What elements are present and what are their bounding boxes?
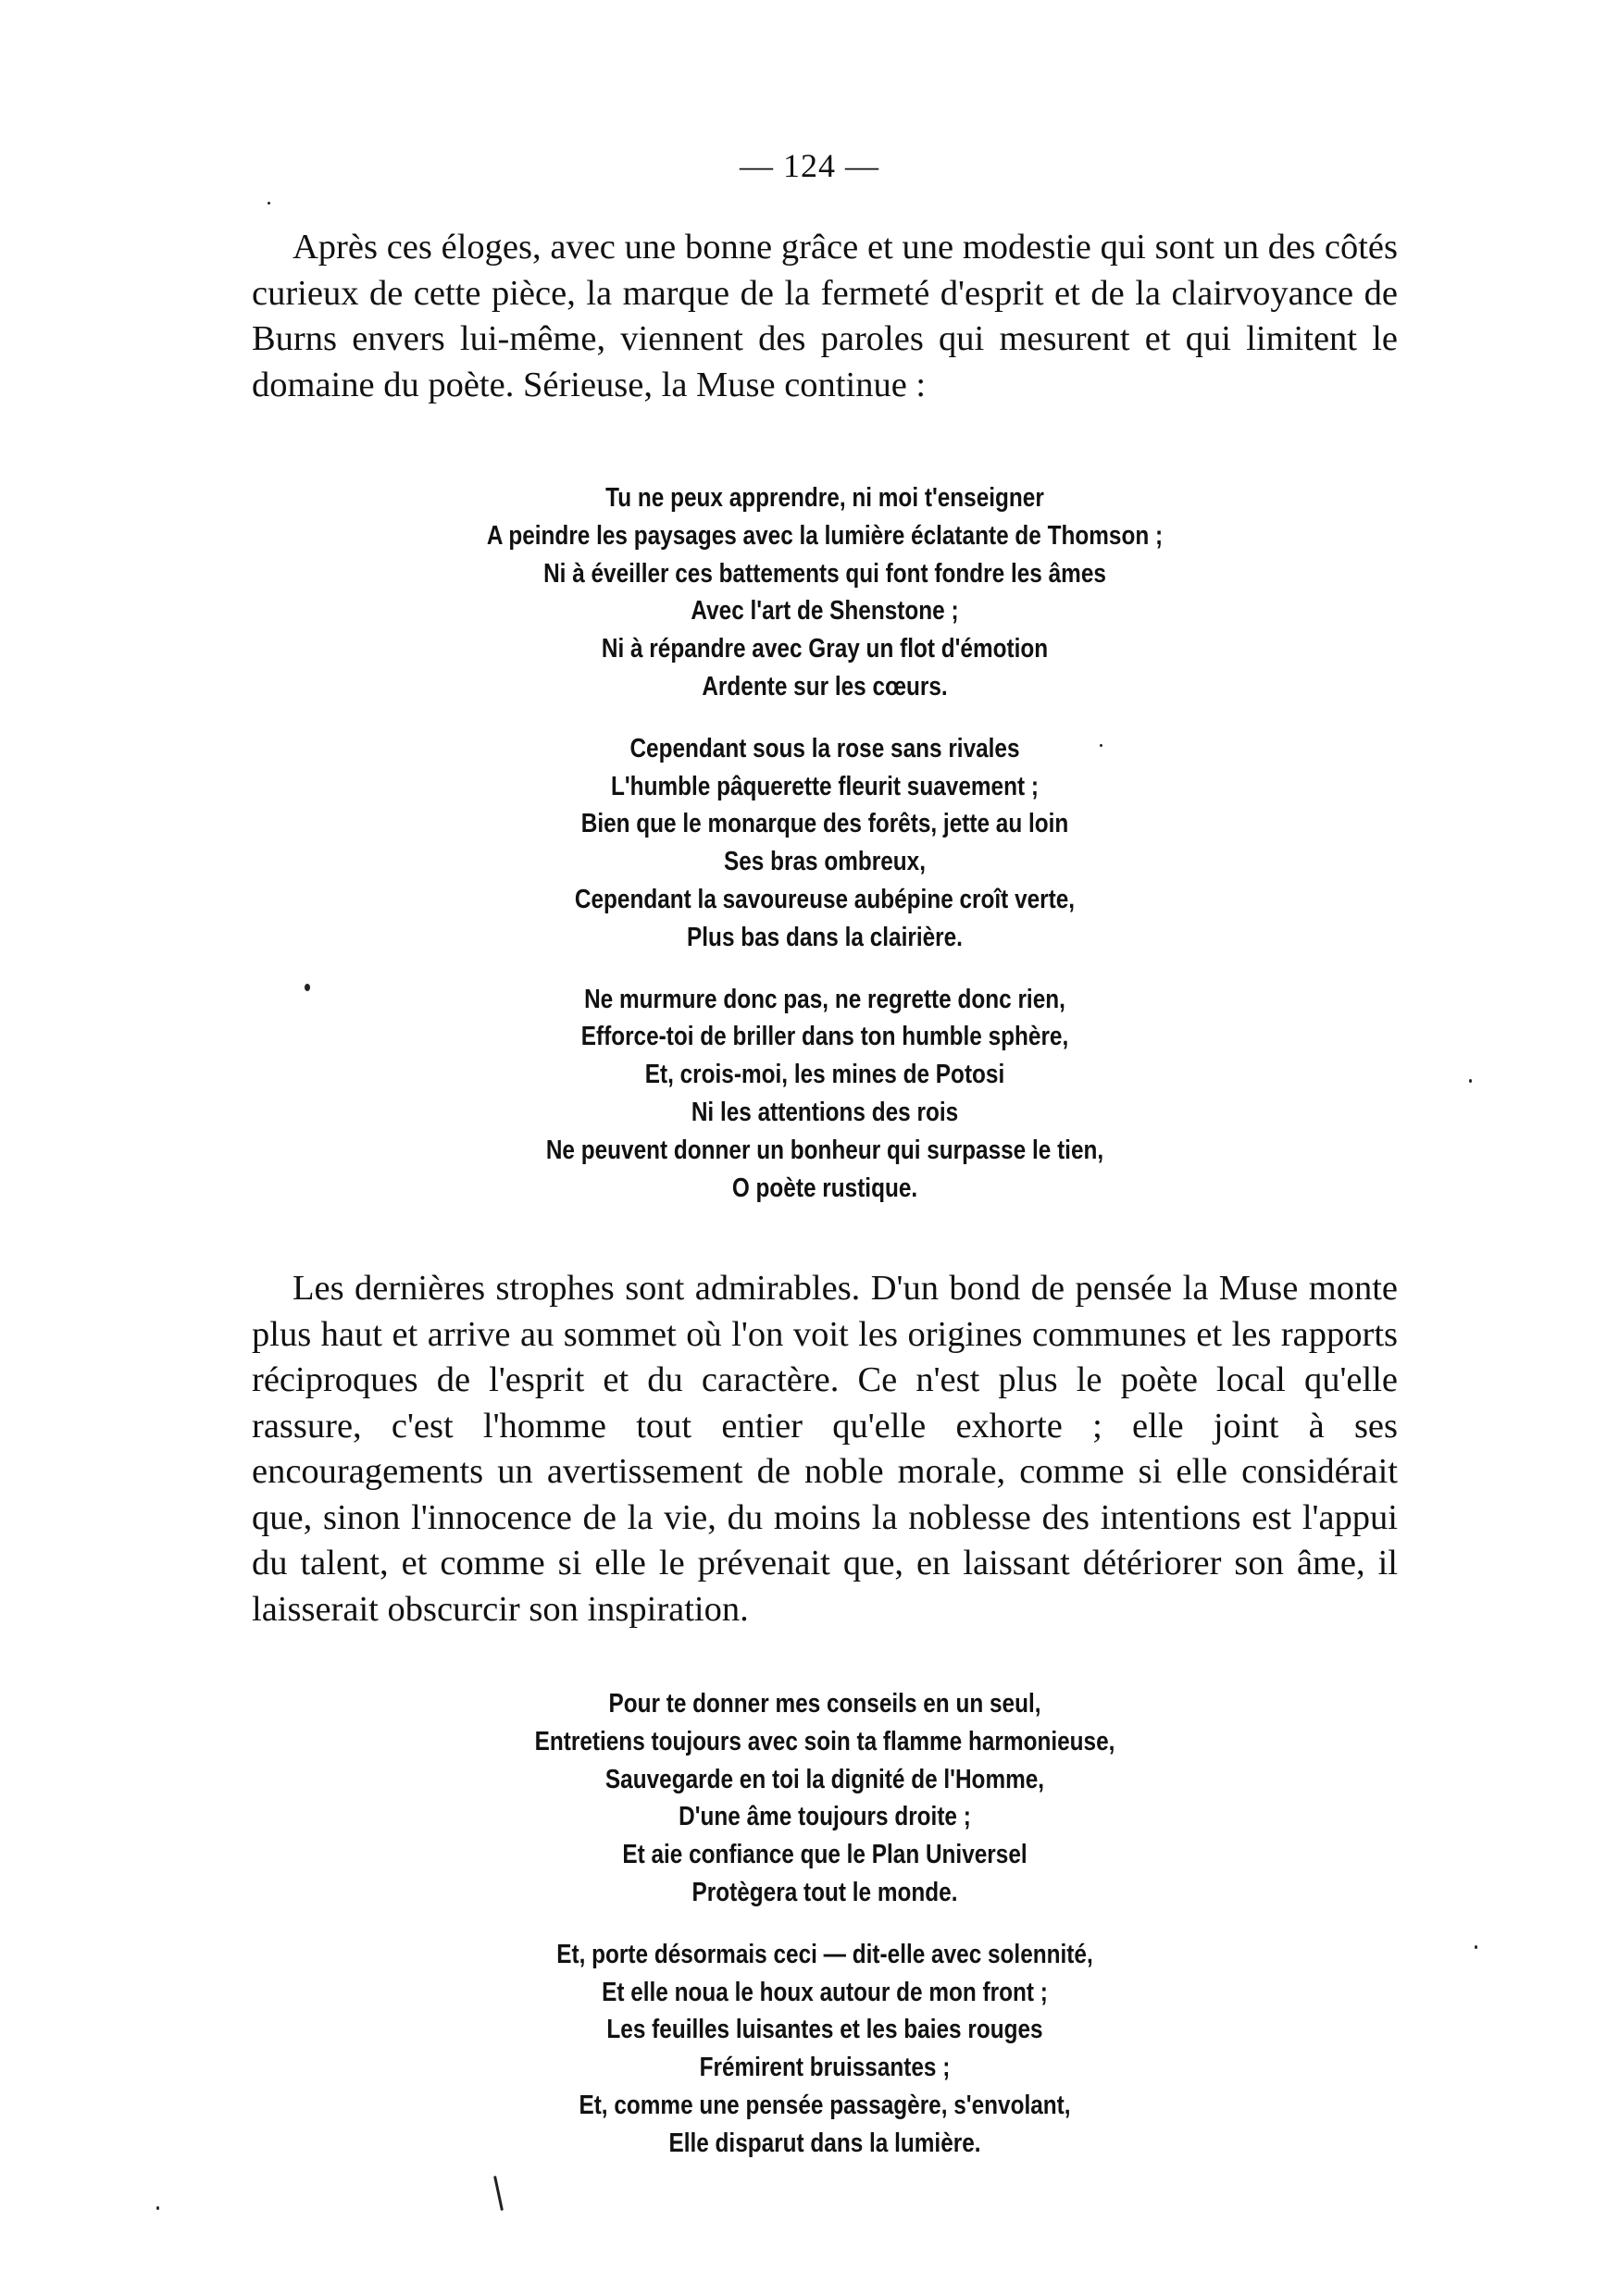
verse-line: Et, porte désormais ceci — dit-elle avec solennité, [556,1939,1093,1969]
verse-line: Ni à éveiller ces battements qui font fondre les âmes [543,558,1106,589]
scan-speck [1475,1945,1477,1949]
verse-line: Sauvegarde en toi la dignité de l'Homme, [604,1764,1045,1794]
stanza [343,1685,1306,1912]
verse-line: Ni les attentions des rois [691,1097,959,1127]
stanza [343,981,1306,1208]
prose-block-2 [252,1266,1398,1632]
verse-line: Et aie confiance que le Plan Universel [622,1840,1027,1870]
verse-line: Pour te donner mes conseils en un seul, [608,1689,1041,1719]
verse-line: Ardente sur les cœurs. [702,671,948,701]
verse-line: O poète rustique. [731,1173,918,1203]
verse-line: Elle disparut dans la lumière. [668,2128,981,2158]
verse-block-1 [343,479,1306,1231]
verse-line: Ses bras ombreux, [724,847,926,877]
verse-line: Et, comme une pensée passagère, s'envolant, [579,2090,1071,2120]
scan-speck [305,984,310,991]
verse-line: Ne peuvent donner un bonheur qui surpasse le tien, [545,1135,1104,1165]
verse-line: D'une âme toujours droite ; [679,1802,971,1832]
verse-line: L'humble pâquerette fleurit suavement ; [611,771,1039,801]
verse-line: Et elle noua le houx autour de mon front ; [602,1977,1048,2007]
verse-block-2 [343,1685,1306,2187]
verse-line: Et, crois-moi, les mines de Potosi [644,1060,1005,1090]
verse-line: Cependant la savoureuse aubépine croît verte, [574,884,1076,914]
scan-speck [1100,744,1102,747]
verse-line: Cependant sous la rose sans rivales [629,733,1020,763]
verse-line: Frémirent bruissantes ; [699,2053,951,2083]
stanza [343,479,1306,706]
verse-line: Les feuilles luisantes et les baies rouges [606,2015,1043,2045]
stanza [343,730,1306,957]
verse-line: Efforce-toi de briller dans ton humble sphère, [580,1022,1069,1052]
verse-line: Entretiens toujours avec soin ta flamme harmonieuse, [534,1726,1115,1756]
verse-line: Protègera tout le monde. [691,1877,958,1907]
stanza [343,1936,1306,2163]
verse-line: Tu ne peux apprendre, ni moi t'enseigner [605,483,1044,513]
page-number: — 124 — [740,147,879,184]
verse-line: Plus bas dans la clairière. [687,922,963,952]
verse-line: Ni à répandre avec Gray un flot d'émotion [601,634,1049,664]
scan-speck [1469,1079,1472,1083]
verse-line: A peindre les paysages avec la lumière éclatante de Thomson ; [486,520,1164,551]
prose-block-1 [252,225,1398,408]
verse-line: Avec l'art de Shenstone ; [691,596,959,627]
scan-speck [268,202,270,205]
paragraph: Après ces éloges, avec une bonne grâce et une modestie qui sont un des côtés curieux de cette pièce, la marque de la fermeté d'esprit et de la clairvoyance de Burns envers lui-même, viennent des paroles qui mesurent et qui limitent le domaine du poète. Sérieuse, la Muse continue : [252,228,1398,404]
verse-line: Ne murmure donc pas, ne regrette donc rien, [584,984,1065,1014]
scan-speck [156,2206,159,2210]
paragraph: Les dernières strophes sont admirables. D'un bond de pensée la Muse monte plus haut et arrive au sommet où l'on voit les origines communes et les rapports réciproques de l'esprit et du caractère. Ce n'est plus le poète local qu'elle rassure, c'est l'homme tout entier qu'elle exhorte ; elle joint à ses encouragements un avertissement de noble morale, comme si elle considérait que, sinon l'innocence de la vie, du moins la noblesse des intentions est l'appui du talent, et comme si elle le prévenait que, en laissant détériorer son âme, il laisserait obscurcir son inspiration. [252,1269,1398,1629]
verse-line: Bien que le monarque des forêts, jette au loin [580,809,1069,839]
